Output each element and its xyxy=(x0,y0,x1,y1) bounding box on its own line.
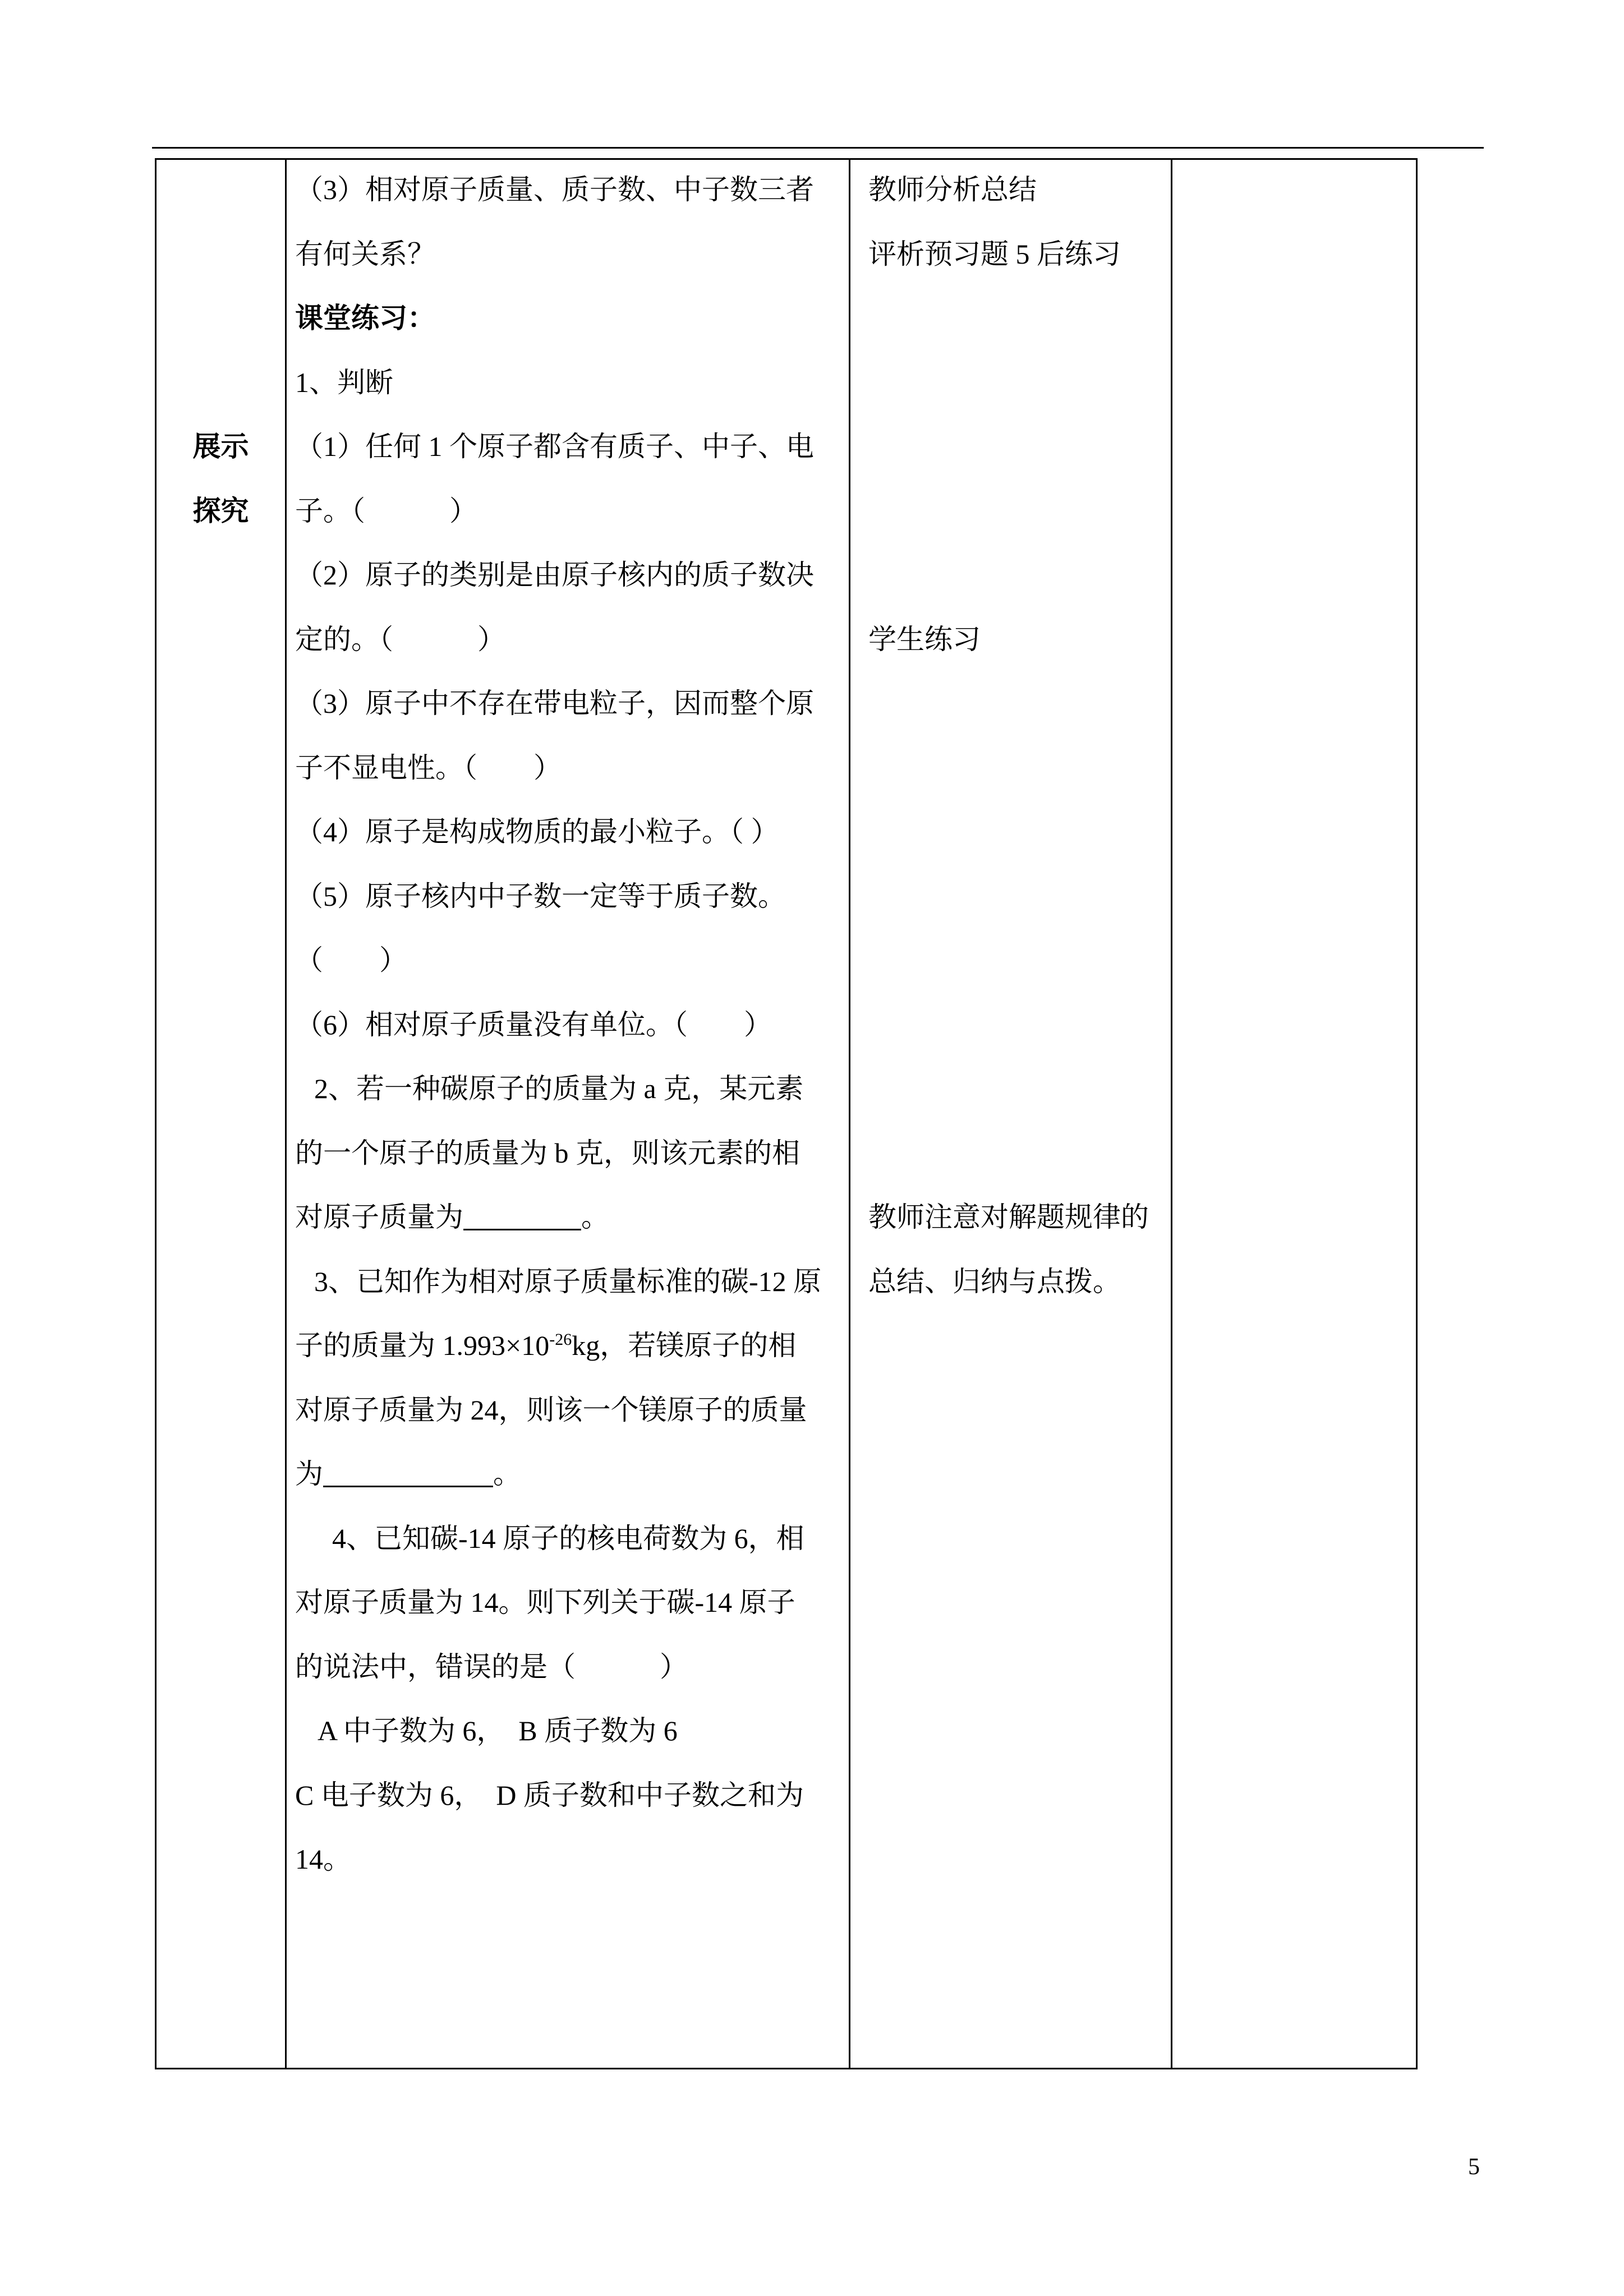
exercise-1-statement-line: （2）原子的类别是由原子核内的质子数决 xyxy=(295,559,814,591)
answer-suffix: 。 xyxy=(493,1458,521,1490)
stage-label: 展示 xyxy=(192,431,249,462)
review-question-line: （3）相对原子质量、质子数、中子数三者 xyxy=(295,174,814,205)
exercise-4-option-line: 14。 xyxy=(295,1843,351,1875)
review-question-line: 有何关系？ xyxy=(295,238,435,270)
teacher-analysis-line: 教师分析总结 xyxy=(868,174,1037,205)
content-text xyxy=(295,158,849,1892)
exercise-1-statement-line: 子不显电性。（ ） xyxy=(295,751,562,783)
answer-blank xyxy=(323,1459,493,1488)
stage-column xyxy=(157,160,285,2068)
exercise-1-statement-line: （ ） xyxy=(295,944,407,976)
exercise-1-statement-line: 定的。（ ） xyxy=(295,623,505,655)
teacher-guidance-line: 总结、归纳与点拨。 xyxy=(868,1265,1121,1297)
exercise-1-statement-line: （1）任何 1 个原子都含有质子、中子、电 xyxy=(295,431,814,462)
answer-suffix: 。 xyxy=(581,1201,609,1233)
exercise-1-statement-line: （3）原子中不存在带电粒子，因而整个原 xyxy=(295,688,814,719)
exercise-3-text: 子的质量为 1.993×10 xyxy=(295,1330,550,1361)
stage-label: 探究 xyxy=(192,495,249,527)
header-rule xyxy=(152,147,1484,149)
exercise-1-statement-line: （4）原子是构成物质的最小粒子。（ ） xyxy=(295,816,779,847)
remarks-column xyxy=(1171,160,1416,2068)
answer-prefix: 为 xyxy=(295,1458,323,1490)
content-column xyxy=(285,160,849,2068)
exercise-3-text: kg，若镁原子的相 xyxy=(572,1330,797,1361)
lesson-plan-table xyxy=(155,158,1418,2069)
student-practice-note: 学生练习 xyxy=(868,623,981,655)
exercise-4-line: 对原子质量为 14。则下列关于碳-14 原子 xyxy=(295,1587,795,1618)
exercise-4-option-line: C 电子数为 6， D 质子数和中子数之和为 xyxy=(295,1779,804,1811)
exercise-3-line: 3、已知作为相对原子质量标准的碳-12 原 xyxy=(314,1265,822,1297)
exercise-4-option-line: A 中子数为 6， B 质子数为 6 xyxy=(318,1715,678,1746)
exercise-3-answer-line xyxy=(295,1442,849,1506)
exponent: -26 xyxy=(549,1330,572,1349)
exercise-1-title: 1、判断 xyxy=(295,366,393,398)
teacher-analysis-line: 评析预习题 5 后练习 xyxy=(868,238,1121,270)
exercise-2-line: 的一个原子的质量为 b 克，则该元素的相 xyxy=(295,1137,800,1169)
exercise-4-line: 的说法中，错误的是（ ） xyxy=(295,1650,688,1682)
teacher-activity-column xyxy=(849,160,1171,2068)
practice-heading: 课堂练习： xyxy=(295,302,435,334)
exercise-1-statement-line: （6）相对原子质量没有单位。（ ） xyxy=(295,1008,772,1040)
teacher-guidance-line: 教师注意对解题规律的 xyxy=(868,1201,1149,1233)
exercise-1-statement-line: 子。（ ） xyxy=(295,495,477,527)
page-number: 5 xyxy=(1468,2154,1480,2180)
exercise-2-line: 2、若一种碳原子的质量为 a 克，某元素 xyxy=(314,1073,804,1104)
exercise-3-line xyxy=(295,1313,849,1378)
exercise-3-line: 对原子质量为 24，则该一个镁原子的质量 xyxy=(295,1394,807,1426)
exercise-1-statement-line: （5）原子核内中子数一定等于质子数。 xyxy=(295,880,786,912)
exercise-2-answer-line xyxy=(295,1185,849,1250)
answer-prefix: 对原子质量为 xyxy=(295,1201,463,1233)
exercise-4-line: 4、已知碳-14 原子的核电荷数为 6，相 xyxy=(332,1522,804,1554)
answer-blank xyxy=(463,1202,581,1231)
